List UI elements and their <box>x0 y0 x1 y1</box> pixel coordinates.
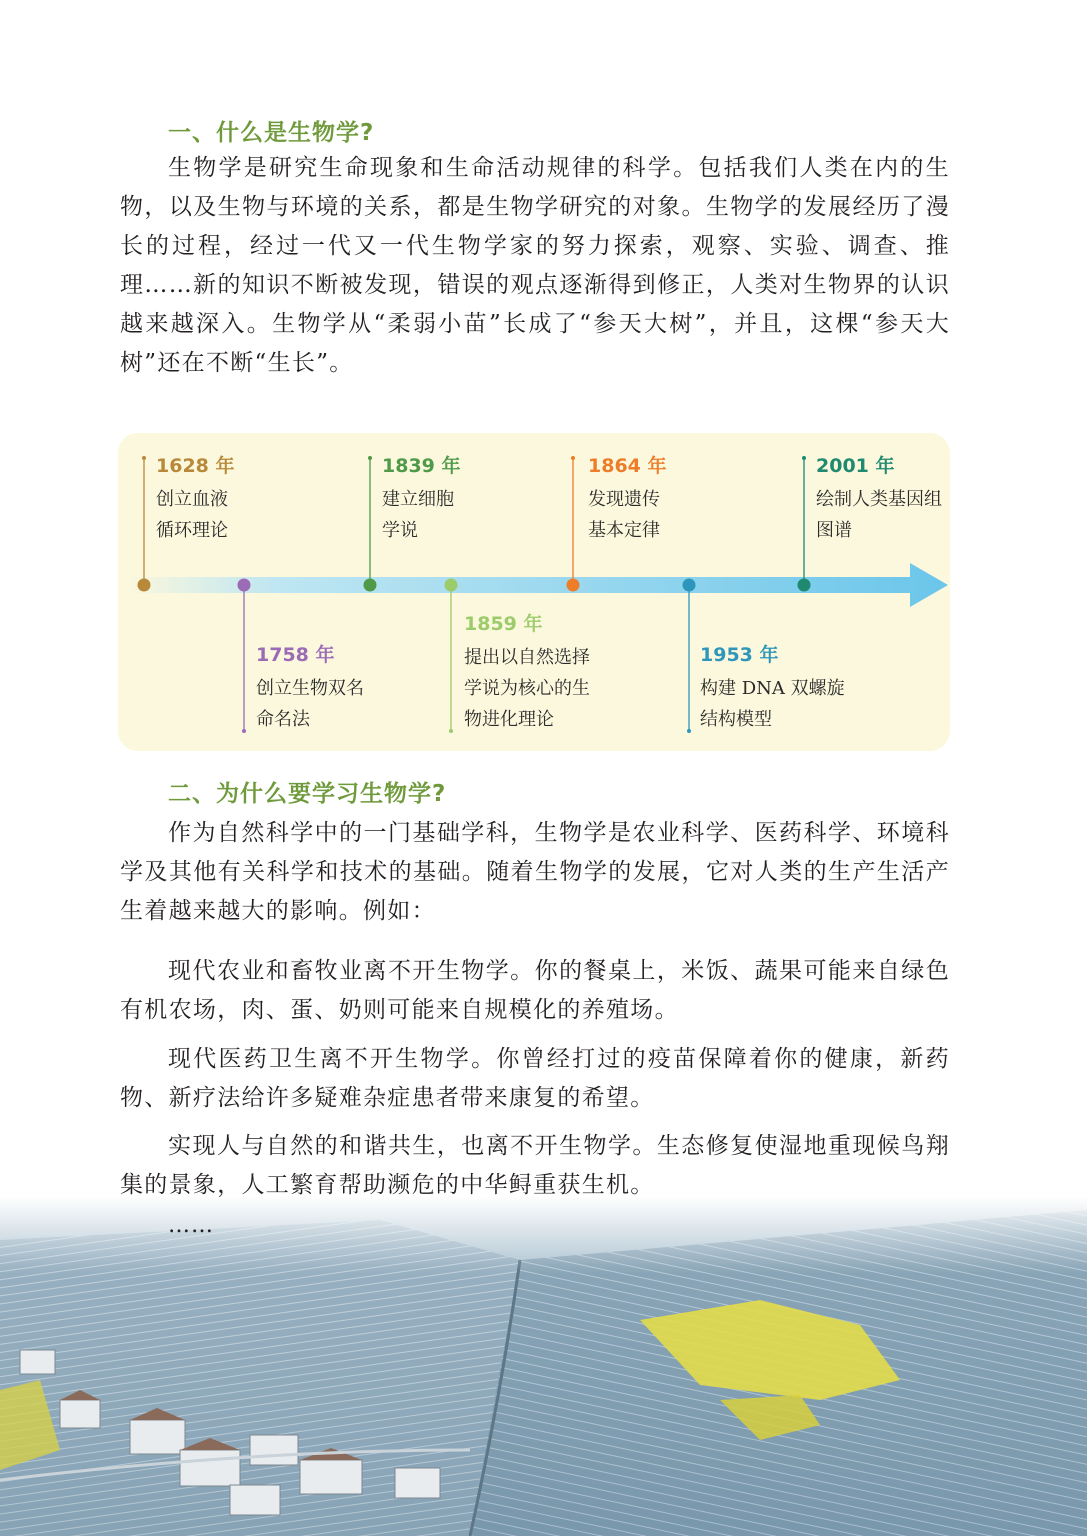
timeline-dot-1864 <box>567 579 580 592</box>
aerial-farmland-photo <box>0 1150 1087 1536</box>
timeline-dot-1859 <box>445 579 458 592</box>
section-1-heading: 一、什么是生物学? <box>168 120 375 146</box>
event-desc-line: 创立血液 <box>156 489 228 510</box>
event-desc-line: 学说 <box>382 520 418 541</box>
section-2-paragraph-3: 现代医药卫生离不开生物学。你曾经打过的疫苗保障着你的健康，新药物、新疗法给许多疑难杂症患者带来康复的希望。 <box>120 1046 950 1111</box>
event-desc-line: 命名法 <box>256 709 310 730</box>
timeline-event-2001 <box>816 454 942 546</box>
event-desc-line: 构建 DNA 双螺旋 <box>700 678 845 699</box>
ellipsis: …… <box>168 1213 214 1238</box>
event-desc-line: 创立生物双名 <box>256 678 364 699</box>
event-desc-line: 建立细胞 <box>382 489 454 510</box>
event-year: 1953 年 <box>700 644 779 666</box>
timeline-event-1628 <box>156 454 235 546</box>
timeline-dot-1758 <box>238 579 251 592</box>
event-desc-line: 循环理论 <box>156 520 228 541</box>
event-year: 1839 年 <box>382 455 461 477</box>
event-year: 1758 年 <box>256 644 335 666</box>
event-year: 1628 年 <box>156 455 235 477</box>
timeline-dot-2001 <box>798 579 811 592</box>
section-1-paragraph: 生物学是研究生命现象和生命活动规律的科学。包括我们人类在内的生物，以及生物与环境的关系，都是生物学研究的对象。生物学的发展经历了漫长的过程，经过一代又一代生物学家的努力探索，观察、实验、调查、推理……新的知识不断被发现，错误的观点逐渐得到修正，人类对生物界的认识越来越深入。生物学从“柔弱小苗”长成了“参天大树”，并且，这棵“参天大树”还在不断“生长”。 <box>120 155 950 376</box>
timeline-event-1859 <box>464 612 590 735</box>
timeline-dot-1953 <box>683 579 696 592</box>
timeline-dot-1839 <box>364 579 377 592</box>
section-2-paragraph-1: 作为自然科学中的一门基础学科，生物学是农业科学、医药科学、环境科学及其他有关科学和技术的基础。随着生物学的发展，它对人类的生产生活产生着越来越大的影响。例如： <box>120 820 950 924</box>
event-desc-line: 发现遗传 <box>588 489 660 510</box>
event-desc-line: 物进化理论 <box>464 709 554 730</box>
event-desc-line: 结构模型 <box>700 709 772 730</box>
timeline-dot-1628 <box>138 579 151 592</box>
event-year: 1864 年 <box>588 455 667 477</box>
event-desc-line: 绘制人类基因组 <box>816 489 942 510</box>
event-desc-line: 学说为核心的生 <box>464 678 590 699</box>
section-2-paragraph-2: 现代农业和畜牧业离不开生物学。你的餐桌上，米饭、蔬果可能来自绿色有机农场，肉、蛋、奶则可能来自规模化的养殖场。 <box>120 958 950 1023</box>
event-desc-line: 基本定律 <box>588 520 660 541</box>
section-2-paragraph-4: 实现人与自然的和谐共生，也离不开生物学。生态修复使湿地重现候鸟翔集的景象，人工繁育帮助濒危的中华鲟重获生机。 <box>120 1133 950 1198</box>
event-year: 1859 年 <box>464 613 543 635</box>
event-year: 2001 年 <box>816 455 895 477</box>
event-desc-line: 图谱 <box>816 520 852 541</box>
timeline-event-1758 <box>256 643 364 735</box>
event-desc-line: 提出以自然选择 <box>464 647 590 668</box>
timeline-event-1839 <box>382 454 461 546</box>
biology-history-timeline <box>118 433 950 751</box>
timeline-event-1864 <box>588 454 667 546</box>
section-2-heading: 二、为什么要学习生物学? <box>168 781 447 807</box>
timeline-event-1953 <box>700 643 845 735</box>
